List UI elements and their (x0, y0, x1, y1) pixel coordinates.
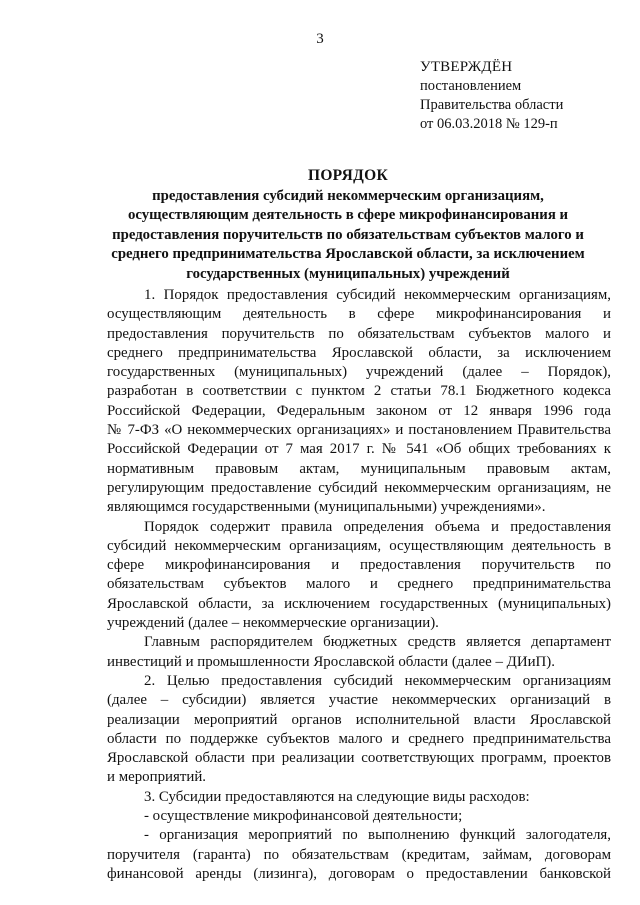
paragraph-1-line: Российской Федерации от 7 мая 2017 г. № 541 «Об общих требованиях к (107, 441, 611, 458)
paragraph-4-line: области по поддержке субъектов малого и среднего предпринимательства (107, 730, 611, 747)
page-number: 3 (316, 31, 324, 47)
paragraph-1-line: регулирующим предоставление субсидий некоммерческим организациям, не (107, 479, 611, 496)
document-body (107, 286, 611, 884)
paragraph-1-line: Российской Федерации, Федеральным законом от 12 января 1996 года (107, 402, 611, 419)
list-item-line: - организация мероприятий по выполнению функций залогодателя, (144, 827, 611, 844)
approval-heading: УТВЕРЖДЁН (420, 59, 513, 75)
paragraph-4-line: реализации мероприятий органов исполнительной власти Ярославской (107, 711, 611, 728)
list-item-line: финансовой аренды (лизинга), договорам о предоставлении банковской (107, 865, 611, 882)
subtitle-line: осуществляющим деятельность в сфере микрофинансирования и (127, 207, 569, 223)
paragraph-1-line: нормативным правовым актам, муниципальным правовым актам, (107, 460, 611, 477)
paragraph-3-line: инвестиций и промышленности Ярославской области (далее – ДИиП). (107, 653, 555, 670)
paragraph-2-line: обязательствам субъектов малого и среднего предпринимательства (107, 576, 611, 593)
paragraph-1-line: предоставления поручительств по обязательствам субъектов малого и (107, 325, 611, 342)
paragraph-1-line: являющимся государственными (муниципальными) учреждениями». (107, 499, 546, 516)
paragraph-4-line: Ярославской области при реализации соответствующих программ, проектов (107, 750, 611, 767)
document-title-block (84, 166, 612, 284)
subtitle-line: государственных (муниципальных) учреждений (186, 265, 510, 282)
list-item-line: - осуществление микрофинансовой деятельности; (144, 808, 463, 825)
approval-date: от 06.03.2018 № 129-п (420, 116, 558, 132)
subtitle-line: предоставления поручительств по обязательствам субъектов малого и (112, 226, 584, 243)
paragraph-1-line: среднего предпринимательства Ярославской области, за исключением (107, 344, 611, 361)
paragraph-4-line: 2. Целью предоставления субсидий некоммерческим организациям (144, 672, 611, 689)
paragraph-4-line: и мероприятий. (107, 769, 207, 786)
paragraph-2-line: учреждений (далее – некоммерческие организации). (107, 615, 439, 632)
paragraph-4-line: (далее – субсидии) является участие некоммерческих организаций в (107, 692, 611, 709)
paragraph-5-line: 3. Субсидии предоставляются на следующие виды расходов: (144, 788, 530, 805)
approval-line: Правительства области (420, 97, 564, 113)
paragraph-1-line: разработан в соответствии с пунктом 2 статьи 78.1 Бюджетного кодекса (107, 383, 611, 400)
paragraph-2-line: субсидий некоммерческим организациям, осуществляющим деятельность в (107, 537, 611, 554)
approval-line: постановлением (420, 78, 522, 94)
paragraph-1-line: государственных (муниципальных) учреждений (далее – Порядок), (107, 364, 611, 381)
paragraph-1-line: 1. Порядок предоставления субсидий некоммерческим организациям, (144, 287, 611, 303)
list-item-line: поручителя (гаранта) по обязательствам (кредитам, займам, договорам (107, 846, 611, 863)
approval-stamp (420, 58, 563, 134)
paragraph-2-line: сфере микрофинансирования и предоставления поручительств по (107, 557, 611, 574)
paragraph-2-line: Ярославской области, за исключением государственных (муниципальных) (107, 595, 611, 612)
paragraph-3-line: Главным распорядителем бюджетных средств является департамент (144, 634, 611, 651)
document-title: ПОРЯДОК (307, 167, 389, 184)
paragraph-2-line: Порядок содержит правила определения объема и предоставления (144, 518, 611, 535)
paragraph-1-line: № 7-ФЗ «О некоммерческих организациях» и постановлением Правительства (107, 422, 611, 439)
subtitle-line: предоставления субсидий некоммерческим организациям, (152, 187, 544, 204)
paragraph-1-line: осуществляющим деятельность в сфере микрофинансирования и (107, 306, 611, 323)
subtitle-line: среднего предпринимательства Ярославской области, за исключением (111, 246, 585, 262)
